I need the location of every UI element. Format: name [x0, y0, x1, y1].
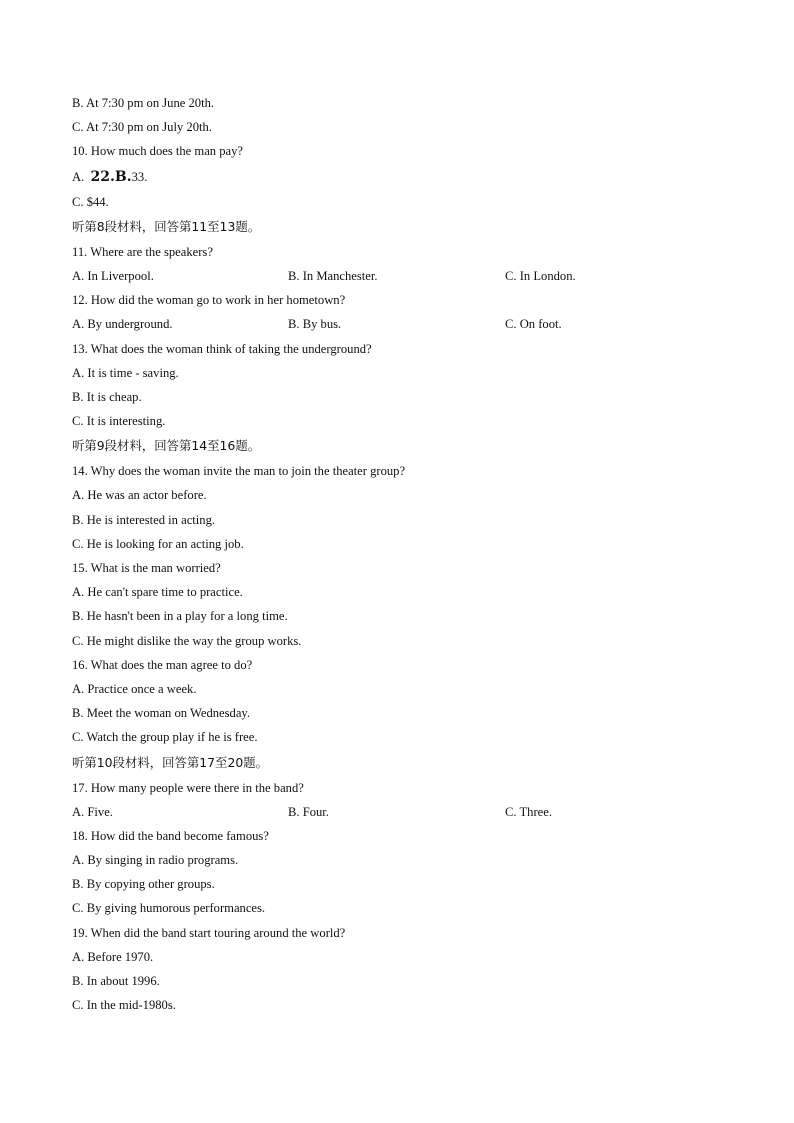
- question-13: 13. What does the woman think of taking the underground?: [72, 341, 372, 356]
- option-line-10: [72, 164, 732, 190]
- option-c: C. He is looking for an acting job.: [72, 536, 244, 551]
- option-a: A. Practice once a week.: [72, 681, 197, 696]
- option-b: B. Four.: [288, 804, 329, 819]
- option-c: C. Watch the group play if he is free.: [72, 730, 258, 745]
- option-c: C. He might dislike the way the group works.: [72, 633, 302, 648]
- question-15: 15. What is the man worried?: [72, 561, 221, 575]
- option-line: B. At 7:30 pm on June 20th.: [72, 96, 215, 110]
- option-b: B. Meet the woman on Wednesday.: [72, 706, 251, 721]
- option-c: C. On foot.: [505, 317, 562, 332]
- option-a: A. By underground.: [72, 317, 173, 332]
- question-11: 11. Where are the speakers?: [72, 244, 213, 259]
- question-16: 16. What does the man agree to do?: [72, 657, 253, 672]
- question-17: 17. How many people were there in the band?: [72, 780, 304, 795]
- section-heading-10: 听第10段材料，回答第17至20题。: [72, 754, 268, 770]
- option-b: B. In Manchester.: [288, 268, 378, 283]
- option-line: C. At 7:30 pm on July 20th.: [72, 120, 212, 135]
- option-a: A. By singing in radio programs.: [72, 853, 239, 868]
- option-a: A. In Liverpool.: [72, 268, 154, 283]
- option-b: B. He is interested in acting.: [72, 512, 216, 527]
- option-b: B. It is cheap.: [72, 389, 142, 404]
- option-b: B. He hasn't been in a play for a long time.: [72, 609, 288, 624]
- question-14: 14. Why does the woman invite the man to join the theater group?: [72, 464, 406, 479]
- options-row-12: [72, 312, 732, 336]
- question-18: 18. How did the band become famous?: [72, 828, 269, 843]
- question-10: 10. How much does the man pay?: [72, 144, 244, 159]
- section-heading-9: 听第9段材料，回答第14至16题。: [72, 438, 261, 454]
- option-a: A. He was an actor before.: [72, 488, 207, 503]
- option-a: A. It is time - saving.: [72, 365, 179, 380]
- option-c: C. In the mid-1980s.: [72, 998, 176, 1013]
- option-c: C. In London.: [505, 268, 576, 283]
- option-c: C. By giving humorous performances.: [72, 901, 266, 916]
- option-b: B. In about 1996.: [72, 974, 160, 988]
- option-line: C. $44.: [72, 194, 109, 209]
- option-c: C. Three.: [505, 804, 552, 819]
- option-bold-text: 22.B.: [90, 168, 132, 185]
- option-c: C. It is interesting.: [72, 414, 166, 429]
- option-label: A.: [72, 169, 85, 184]
- option-a: A. Five.: [72, 804, 113, 819]
- option-b: B. By copying other groups.: [72, 877, 215, 892]
- option-text: 33.: [131, 169, 148, 184]
- section-heading-8: 听第8段材料，回答第11至13题。: [72, 218, 261, 234]
- document-page: [72, 91, 732, 1017]
- question-19: 19. When did the band start touring around the world?: [72, 925, 346, 940]
- question-12: 12. How did the woman go to work in her hometown?: [72, 293, 346, 308]
- option-a: A. Before 1970.: [72, 949, 154, 964]
- option-b: B. By bus.: [288, 317, 342, 332]
- options-row-17: [72, 800, 732, 824]
- option-a: A. He can't spare time to practice.: [72, 585, 243, 600]
- options-row-11: [72, 264, 732, 288]
